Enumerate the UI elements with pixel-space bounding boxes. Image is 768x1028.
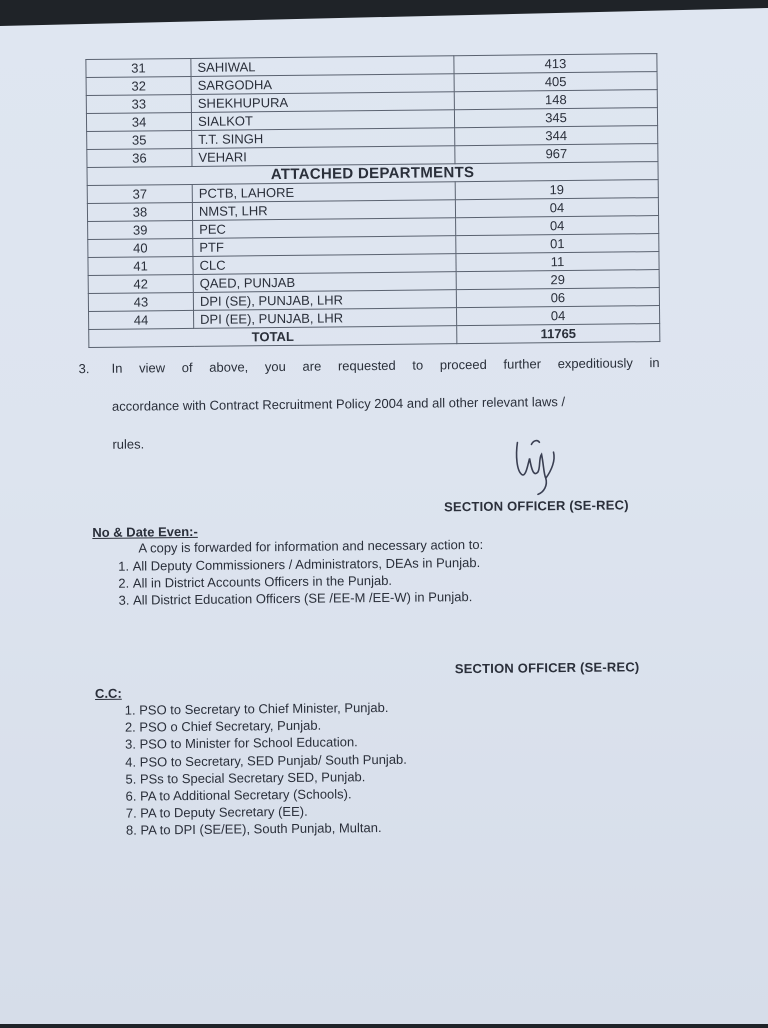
list-item: 2. PSO o Chief Secretary, Punjab. [139,716,406,736]
count-cell: 405 [454,72,657,92]
count-cell: 345 [454,108,657,128]
list-item: 3. All District Education Officers (SE /EE-M /EE-W) in Punjab. [133,588,481,609]
count-cell: 19 [455,180,658,200]
department-cell: NMST, LHR [192,200,455,221]
list-item: 1. All Deputy Commissioners / Administrators, DEAs in Punjab. [133,554,481,575]
count-cell: 04 [456,306,659,326]
count-cell: 06 [456,288,659,308]
paragraph-line: rules. [112,436,145,452]
paragraph-number: 3. [78,361,90,377]
list-item: 7. PA to Deputy Secretary (EE). [140,802,407,822]
department-cell: DPI (SE), PUNJAB, LHR [193,290,456,311]
serial-cell: 42 [88,274,193,293]
serial-cell: 34 [86,112,191,131]
instruction-paragraph [78,355,669,452]
district-cell: SHEKHUPURA [191,92,454,113]
department-cell: CLC [193,254,456,275]
serial-cell: 36 [87,148,192,167]
count-cell: 413 [454,54,657,74]
no-date-even-heading: No & Date Even:- [92,523,198,541]
count-cell: 344 [455,126,658,146]
allocation-table [85,53,660,348]
cc-recipient-list [119,699,408,840]
attached-departments-heading: ATTACHED DEPARTMENTS [87,162,658,186]
serial-cell: 35 [87,130,192,149]
count-cell: 04 [456,216,659,236]
list-item: 5. PSs to Special Secretary SED, Punjab. [140,768,407,788]
paragraph-line: accordance with Contract Recruitment Policy 2004 and all other relevant laws / [111,394,566,414]
count-cell: 29 [456,270,659,290]
serial-cell: 40 [88,238,193,257]
total-value: 11765 [457,324,660,344]
serial-cell: 43 [88,292,193,311]
serial-cell: 37 [87,184,192,203]
department-cell: PEC [193,218,456,239]
forward-intro: A copy is forwarded for information and necessary action to: [138,536,484,556]
serial-cell: 32 [86,76,191,95]
count-cell: 04 [455,198,658,218]
section-officer-signature-2: SECTION OFFICER (SE-REC) [454,659,640,677]
district-cell: SARGODHA [191,74,454,95]
total-label: TOTAL [89,326,457,348]
count-cell: 148 [454,90,657,110]
list-item: 8. PA to DPI (SE/EE), South Punjab, Multan. [140,819,407,839]
serial-cell: 31 [86,58,191,77]
serial-cell: 41 [88,256,193,275]
district-cell: SAHIWAL [191,56,454,77]
district-cell: SIALKOT [191,110,454,131]
district-cell: VEHARI [192,146,455,167]
department-cell: QAED, PUNJAB [193,272,456,293]
serial-cell: 33 [86,94,191,113]
department-cell: PCTB, LAHORE [192,182,455,203]
section-officer-signature-1: SECTION OFFICER (SE-REC) [443,497,629,515]
cc-heading: C.C: [94,685,122,701]
list-item: 2. All in District Accounts Officers in the Punjab. [133,571,481,592]
paragraph-line: In view of above, you are requested to proceed further expeditiously in [111,355,660,376]
serial-cell: 39 [88,220,193,239]
department-cell: DPI (EE), PUNJAB, LHR [194,308,457,329]
list-item: 6. PA to Additional Secretary (Schools). [140,785,407,805]
list-item: 1. PSO to Secretary to Chief Minister, Punjab. [139,699,406,719]
list-item: 4. PSO to Secretary, SED Punjab/ South Punjab. [140,750,407,770]
forward-recipient-list [113,554,481,609]
list-item: 3. PSO to Minister for School Education. [139,733,406,753]
count-cell: 11 [456,252,659,272]
count-cell: 967 [455,144,658,164]
district-cell: T.T. SINGH [192,128,455,149]
serial-cell: 38 [87,202,192,221]
count-cell: 01 [456,234,659,254]
serial-cell: 44 [89,310,194,329]
handwritten-signature [507,430,568,501]
department-cell: PTF [193,236,456,257]
